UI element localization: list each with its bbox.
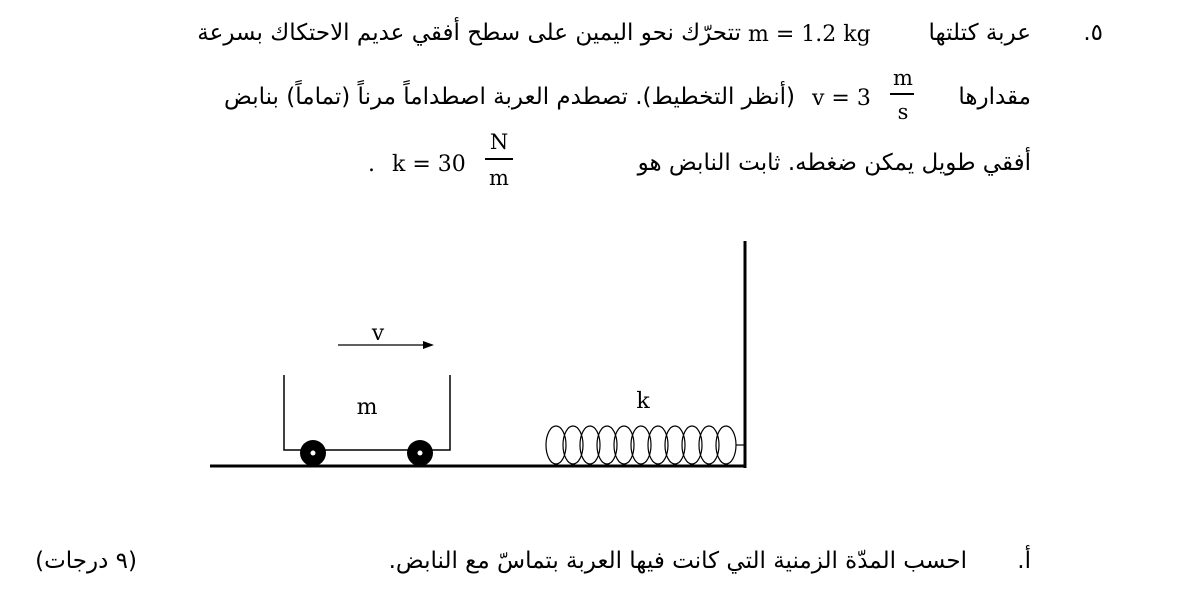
k-unit-denominator: m: [489, 166, 509, 190]
spring-label: k: [636, 389, 650, 414]
spring-constant-value: k = 30: [392, 152, 466, 177]
problem-line1-rest: تتحرّك نحو اليمين على سطح أفقي عديم الاحتكاك بسرعة: [197, 20, 741, 46]
mass-value: m = 1.2 kg: [748, 22, 871, 47]
question-a-text: احسب المدّة الزمنية التي كانت فيها العربة بتماسّ مع النابض.: [388, 548, 967, 574]
problem-line2-start: مقدارها: [958, 84, 1031, 110]
question-a-points: (٩ درجات): [35, 548, 137, 574]
line3-period: .: [368, 152, 375, 177]
problem-line2-rest: (أنظر التخطيط). تصطدم العربة اصطداماً مرناً (تماماً) بنابض: [224, 84, 795, 110]
mass-label: m: [356, 395, 378, 420]
spring: [546, 426, 745, 464]
k-unit-numerator: N: [489, 130, 509, 154]
speed-unit-numerator: m: [893, 66, 913, 90]
velocity-label: v: [371, 321, 385, 346]
question-a-label: أ.: [1017, 548, 1031, 574]
problem-line1-start: عربة كتلتها: [928, 20, 1031, 46]
problem-line3-text: أفقي طويل يمكن ضغطه. ثابت النابض هو: [637, 150, 1031, 176]
speed-unit-denominator: s: [897, 100, 909, 124]
speed-value: v = 3: [812, 86, 871, 111]
problem-number: ٥.: [1083, 20, 1103, 46]
